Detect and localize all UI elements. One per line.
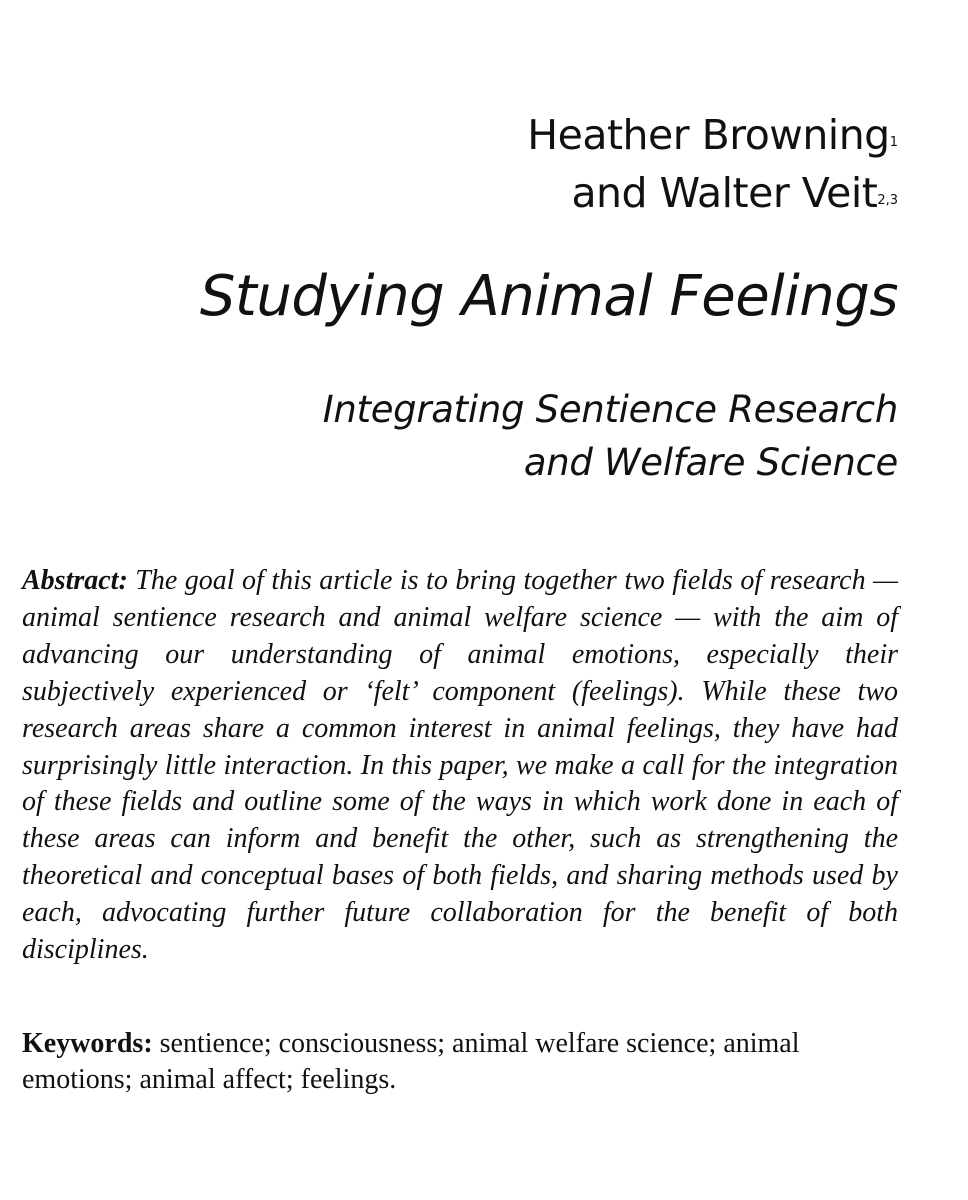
author-affiliation: 1 <box>889 135 898 150</box>
keywords-paragraph <box>22 1026 898 1098</box>
abstract-label: Abstract: <box>22 565 128 596</box>
author-block <box>527 106 898 222</box>
author-line-2 <box>527 164 898 222</box>
keywords-text: sentience; consciousness; animal welfare science; animal emotions; animal affect; feelings. <box>22 1028 800 1095</box>
paper-page <box>22 0 898 1200</box>
author-affiliation: 2,3 <box>877 193 898 208</box>
author-name: Walter Veit <box>659 169 878 217</box>
author-connector: and <box>571 169 648 217</box>
author-name: Heather Browning <box>527 111 890 159</box>
author-line-1 <box>527 106 898 164</box>
paper-title: Studying Animal Feelings <box>199 264 898 329</box>
paper-subtitle: Integrating Sentience Research and Welfare Science <box>322 388 898 484</box>
keywords-label: Keywords: <box>22 1028 153 1059</box>
abstract-text: The goal of this article is to bring together two fields of research — animal sentience research and animal welfare science — with the aim of advancing our understanding of animal emotions, especially their subjectively experienced or ‘felt’ component (feelings). While these two research areas share a common interest in animal feelings, they have had surprisingly little interaction. In this paper, we make a call for the integration of these fields and outline some of the ways in which work done in each of these areas can inform and benefit the other, such as strengthening the theoretical and conceptual bases of both fields, and sharing methods used by each, advocating further future collaboration for the benefit of both disciplines. <box>22 565 898 966</box>
abstract-paragraph <box>22 563 898 969</box>
